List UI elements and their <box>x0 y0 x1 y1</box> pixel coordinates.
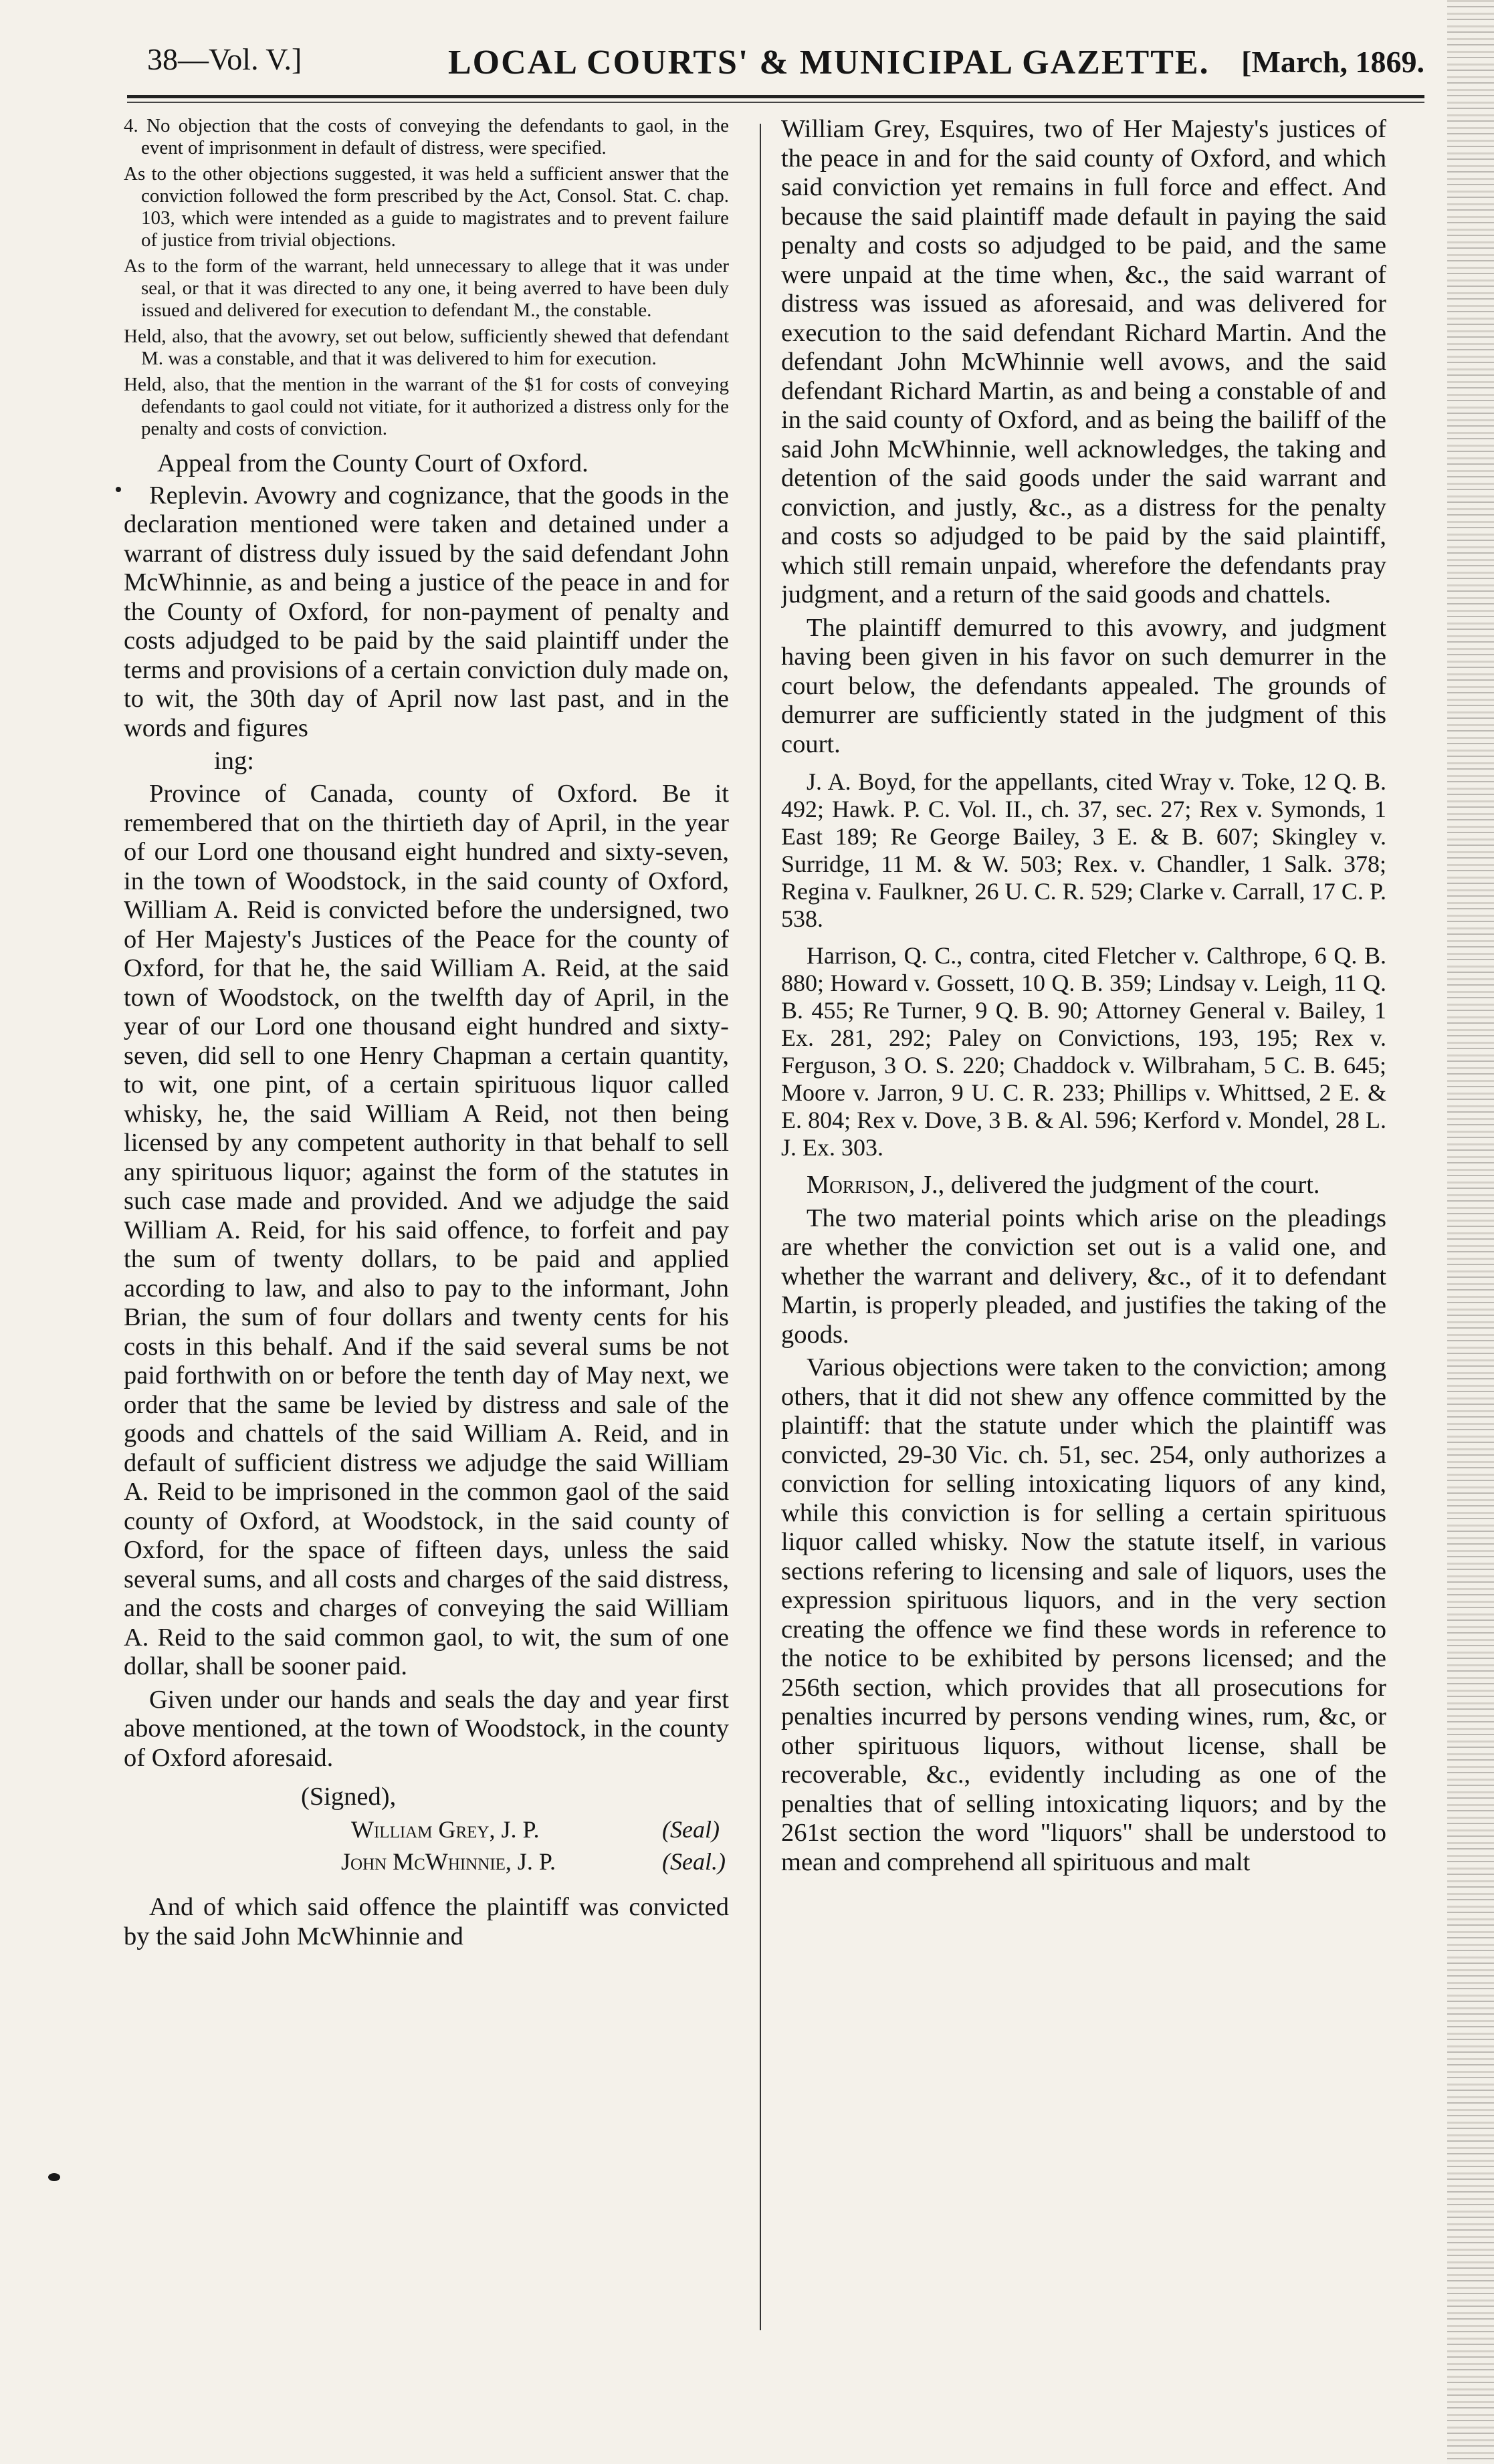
left-column <box>124 115 729 2375</box>
paragraph-tail: ing: <box>214 747 254 775</box>
paragraph: And of which said offence the plaintiff was convicted by the said John McWhinnie and <box>124 1893 729 1950</box>
citations-contra: Harrison, Q. C., contra, cited Fletcher v. Calthrope, 6 Q. B. 880; Howard v. Gossett, 10 Q. B. 359; Lindsay v. Leigh, 11 Q. B. 455; Re Turner, 9 Q. B. 90; Attorney General v. Bailey, 1 Ex. 281, 292; Paley on Convictions, 193, 195; Rex v. Ferguson, 3 O. S. 220; Chaddock v. Wilbraham, 5 C. B. 645; Moore v. Jarron, 9 U. C. R. 233; Phillips v. Whittsed, 2 E. & E. 804; Rex v. Dove, 3 B. & Al. 596; Kerford v. Mondel, 28 L. J. Ex. 303. <box>781 942 1386 1161</box>
ink-speck <box>116 487 121 492</box>
publication-title: LOCAL COURTS' & MUNICIPAL GAZETTE. <box>448 43 1210 82</box>
paragraph: Various objections were taken to the conviction; among others, that it did not shew any offence committed by the plaintiff: that the statute under which the plaintiff was convicted, 29-30 Vic. ch. 51, sec. 254, only authorizes a conviction for selling intoxicating liquors of any kind, while this conviction is for selling a certain spirituous liquor called whisky. Now the statute itself, in various sections refering to licensing and sale of liquors, uses the expression spirituous liquors, and in the very section creating the offence we find these words in reference to the notice to be exhibited by persons licensed; and the 256th section, which provides that all prosecutions for penalties incurred by persons vending wines, rum, &c, or other spirituous liquors, without license, shall be recoverable, &c., evidently including as one of the penalties that of selling intoxicating liquors; and by the 261st section the word "liquors" shall be understood to mean and comprehend all spirituous and malt <box>781 1353 1386 1876</box>
header-rule-thin <box>127 102 1424 103</box>
issue-date: [March, 1869. <box>1241 45 1424 79</box>
column-divider <box>760 124 761 2330</box>
headnote: As to the other objections suggested, it was held a sufficient answer that the conviction followed the form prescribed by the Act, Consol. Stat. C. chap. 103, which were intended as a guide to magistrates and to prevent failure of justice from trivial objections. <box>124 163 729 251</box>
paragraph: Given under our hands and seals the day and year first above mentioned, at the town of Woodstock, in the county of Oxford aforesaid. <box>124 1685 729 1772</box>
citations-appellants: J. A. Boyd, for the appellants, cited Wray v. Toke, 12 Q. B. 492; Hawk. P. C. Vol. II., ch. 37, sec. 27; Rex v. Symonds, 1 East 189; Re George Bailey, 3 E. & B. 607; Skingley v. Surridge, 11 M. & W. 503; Rex. v. Chandler, 1 Salk. 378; Regina v. Faulkner, 26 U. C. R. 529; Clarke v. Carrall, 17 C. P. 538. <box>781 768 1386 932</box>
signatory-name: William Grey, J. P. <box>351 1816 540 1843</box>
signature-row <box>124 1847 729 1876</box>
page-edge-shadow <box>1447 0 1494 2464</box>
paragraph: William Grey, Esquires, two of Her Majesty's justices of the peace in and for the said county of Oxford, and which said conviction yet remains in full force and effect. And because the said plaintiff made default in paying the said penalty and costs so adjudged to be paid, and the same were unpaid at the time when, &c., the said warrant of distress was issued as aforesaid, and was delivered for execution to the said defendant Richard Martin. And the defendant John McWhinnie well avows, and the said defendant Richard Martin, as and being a constable of and in the said county of Oxford, and as being the bailiff of the said John McWhinnie, well acknowledges, the taking and detention of the said goods under the said warrant and conviction, and justly, &c., as a distress for the penalty and costs so adjudged to be paid by the said plaintiff, which still remain unpaid, wherefore the defendants pray judgment, and a return of the said goods and chattels. <box>781 115 1386 608</box>
headnote: Held, also, that the avowry, set out below, sufficiently shewed that defendant M. was a constable, and that it was delivered to him for execution. <box>124 326 729 369</box>
paragraph: The two material points which arise on the pleadings are whether the conviction set out is a valid one, and whether the warrant and delivery, &c., of it to defendant Martin, is properly pleaded, and justifies the taking of the goods. <box>781 1204 1386 1349</box>
header-rule <box>127 95 1424 98</box>
signatory-name: John McWhinnie, J. P. <box>341 1848 556 1875</box>
conviction-text: Province of Canada, county of Oxford. Be it remembered that on the thirtieth day of April, in the year of our Lord one thousand eight hundred and sixty-seven, in the town of Woodstock, in the said county of Oxford, William A. Reid is convicted before the undersigned, two of Her Majesty's Justices of the Peace for the county of Oxford, for that he, the said William A. Reid, at the said town of Woodstock, on the twelfth day of April, in the year of our Lord one thousand eight hundred and sixty-seven, did sell to one Henry Chapman a certain quantity, to wit, one pint, of a certain spirituous liquor called whisky, he, the said William A Reid, not then being licensed by any competent authority in that behalf to sell any spirituous liquor; against the form of the statutes in such case made and provided. And we adjudge the said William A. Reid, for his said offence, to forfeit and pay the sum of twenty dollars, to be paid and applied according to law, and also to pay to the informant, John Brian, the sum of four dollars and twenty cents for his costs in this behalf. And if the said several sums be not paid forthwith on or before the tenth day of May next, we order that the same be levied by distress and sale of the goods and chattels of the said William A. Reid, and in default of sufficient distress we adjudge the said William A. Reid to be imprisoned in the common gaol of the said county of Oxford, at Woodstock, in the said county of Oxford, for the space of fifteen days, unless the said several sums, and all costs and charges of the said distress, and the costs and charges of conveying the said William A. Reid to the said common gaol, to wit, the sum of one dollar, shall be sooner paid. <box>124 780 729 1680</box>
paragraph: Replevin. Avowry and cognizance, that the goods in the declaration mentioned were taken and detained under a warrant of distress duly issued by the said defendant John McWhinnie, as and being a justice of the peace in and for the County of Oxford, for non-payment of penalty and costs adjudged to be paid by the said plaintiff under the terms and provisions of a certain conviction duly made on, to wit, the 30th day of April now last past, and in the words and figures <box>124 481 729 742</box>
appeal-line: Appeal from the County Court of Oxford. <box>157 449 589 477</box>
seal-mark: (Seal.) <box>662 1848 726 1875</box>
ink-speck <box>48 2173 60 2181</box>
judgment-intro-text: delivered the judgment of the court. <box>950 1171 1320 1199</box>
paragraph: The plaintiff demurred to this avowry, and judgment having been given in his favor on such demurrer in the court below, the defendants appealed. The grounds of demurrer are sufficiently stated in the judgment of this court. <box>781 613 1386 758</box>
headnote: Held, also, that the mention in the warrant of the $1 for costs of conveying defendants to gaol could not vitiate, for it authorized a distress only for the penalty and costs of conviction. <box>124 374 729 439</box>
headnote: 4. No objection that the costs of conveying the defendants to gaol, in the event of imprisonment in default of distress, were specified. <box>124 115 729 158</box>
page-volume: 38—Vol. V.] <box>147 42 302 76</box>
signed-label: (Signed), <box>301 1783 397 1811</box>
signature-row <box>124 1815 729 1843</box>
judgment-intro <box>781 1171 1386 1200</box>
judge-name: Morrison, J., <box>807 1171 945 1199</box>
running-header <box>120 35 1424 102</box>
right-column <box>781 115 1386 2375</box>
headnote: As to the form of the warrant, held unnecessary to allege that it was under seal, or that it was directed to any one, it being averred to have been duly issued and delivered for execution to defendant M., the constable. <box>124 255 729 321</box>
seal-mark: (Seal) <box>662 1816 720 1843</box>
